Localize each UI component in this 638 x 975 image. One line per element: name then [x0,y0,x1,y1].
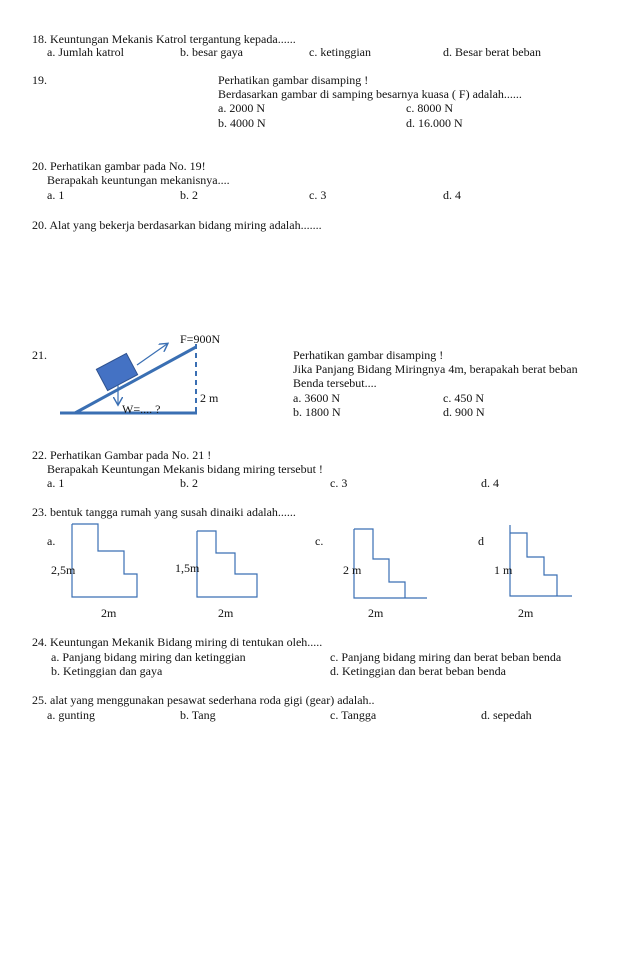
q18-option-b: b. besar gaya [180,45,243,59]
q20a-option-b: b. 2 [180,188,198,202]
q18-stem: 18. Keuntungan Mekanis Katrol tergantung kepada...... [32,32,296,46]
q19-option-d: d. 16.000 N [406,116,463,130]
q20a-option-a: a. 1 [47,188,65,202]
q21-option-b: b. 1800 N [293,405,341,419]
q23-height-a: 2,5m [51,563,76,577]
q21-weight-label: W=.... ? [122,402,161,416]
q18-option-c: c. ketinggian [309,45,371,59]
q20a-line2: Berapakah keuntungan mekanisnya.... [47,173,230,187]
q19-option-a: a. 2000 N [218,101,265,115]
q23-width-d: 2m [518,606,534,620]
q22-line2: Berapakah Keuntungan Mekanis bidang miring tersebut ! [47,462,323,476]
q21-line1: Perhatikan gambar disamping ! [293,348,444,362]
q20a-stem: 20. Perhatikan gambar pada No. 19! [32,159,206,173]
q21-line2: Jika Panjang Bidang Miringnya 4m, berapakah berat beban [293,362,578,376]
q24-option-c: c. Panjang bidang miring dan berat beban benda [330,650,562,664]
q25-stem: 25. alat yang menggunakan pesawat sederhana roda gigi (gear) adalah.. [32,693,375,707]
q19-line2: Berdasarkan gambar di samping besarnya kuasa ( F) adalah...... [218,87,522,101]
load-box [96,353,137,390]
q19-option-c: c. 8000 N [406,101,453,115]
q22-option-c: c. 3 [330,476,348,490]
stair-a [72,524,137,597]
q19-number: 19. [32,73,47,87]
q22-option-b: b. 2 [180,476,198,490]
q24-option-a: a. Panjang bidang miring dan ketinggian [51,650,246,664]
q19-line1: Perhatikan gambar disamping ! [218,73,369,87]
q23-label-a: a. [47,534,56,548]
q24-option-d: d. Ketinggian dan berat beban benda [330,664,506,678]
q23-height-d: 1 m [494,563,513,577]
q21-option-c: c. 450 N [443,391,484,405]
q21-option-a: a. 3600 N [293,391,340,405]
stair-c-steps [354,529,405,598]
q25-option-b: b. Tang [180,708,216,722]
q22-stem: 22. Perhatikan Gambar pada No. 21 ! [32,448,212,462]
stair-c [354,529,427,598]
force-arrow-icon [137,344,167,365]
q23-width-b: 2m [218,606,234,620]
q25-option-d: d. sepedah [481,708,532,722]
q21-option-d: d. 900 N [443,405,485,419]
q18-option-d: d. Besar berat beban [443,45,541,59]
q20a-option-c: c. 3 [309,188,327,202]
q23-height-c: 2 m [343,563,362,577]
q24-option-b: b. Ketinggian dan gaya [51,664,163,678]
stair-d-steps [510,533,557,596]
q23-label-c: c. [315,534,324,548]
q22-option-a: a. 1 [47,476,65,490]
stair-d [510,525,572,596]
q23-width-a: 2m [101,606,117,620]
stair-b [197,531,257,597]
q23-width-c: 2m [368,606,384,620]
q21-force-label: F=900N [180,332,221,346]
q23-stem: 23. bentuk tangga rumah yang susah dinaiki adalah...... [32,505,296,519]
q23-height-b: 1,5m [175,561,200,575]
q20a-option-d: d. 4 [443,188,461,202]
q25-option-a: a. gunting [47,708,95,722]
q21-height-label: 2 m [200,391,219,405]
q24-stem: 24. Keuntungan Mekanik Bidang miring di tentukan oleh..... [32,635,323,649]
q21-line3: Benda tersebut.... [293,376,377,390]
q25-option-c: c. Tangga [330,708,377,722]
q22-option-d: d. 4 [481,476,499,490]
q21-number: 21. [32,348,47,362]
q23-label-d: d [478,534,484,548]
q19-option-b: b. 4000 N [218,116,266,130]
q20b-stem: 20. Alat yang bekerja berdasarkan bidang miring adalah....... [32,218,322,232]
q18-option-a: a. Jumlah katrol [47,45,124,59]
